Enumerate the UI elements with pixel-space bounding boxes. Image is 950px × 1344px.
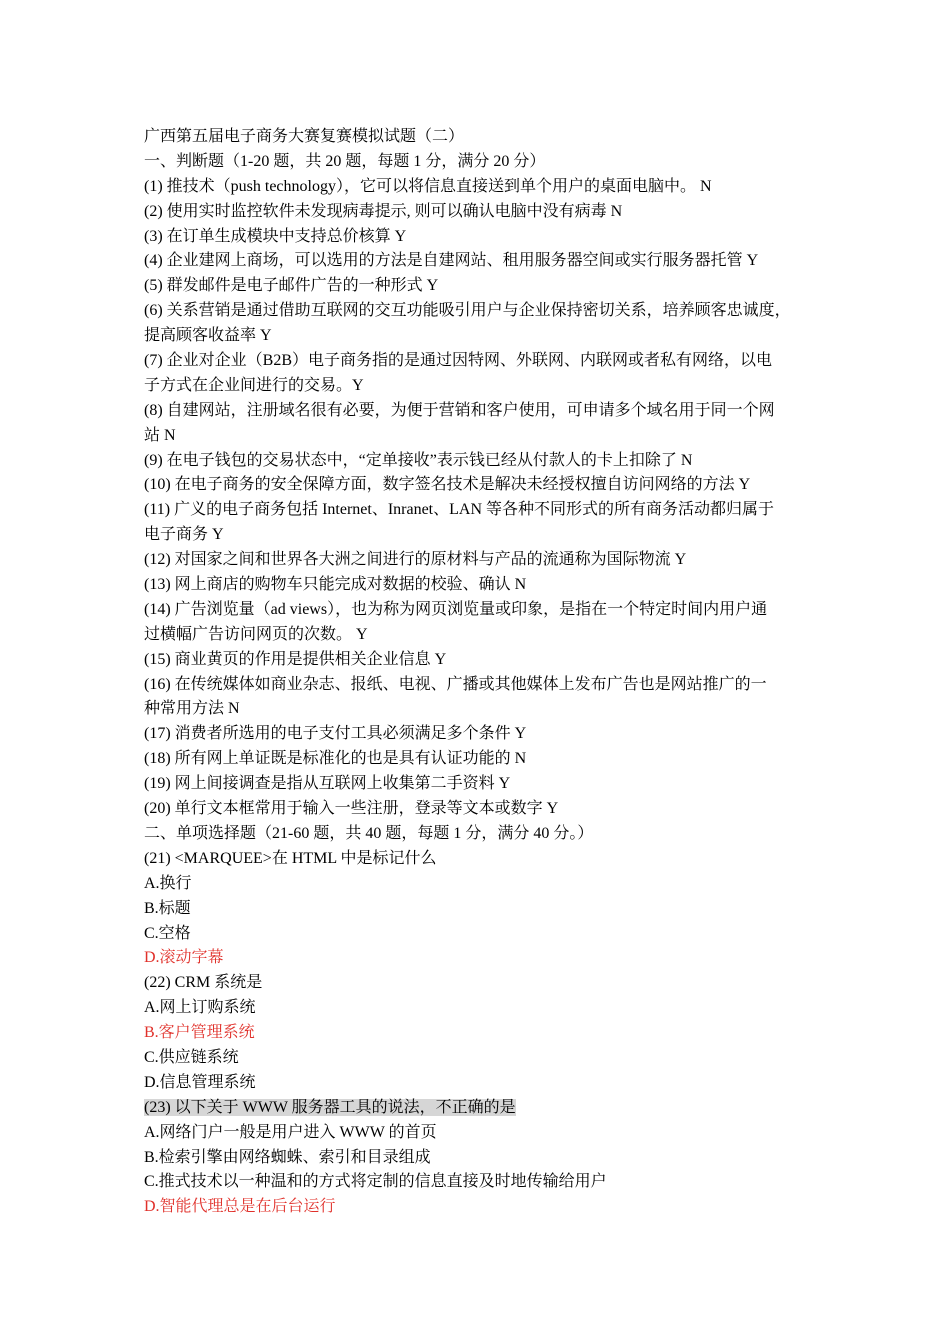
section-header-single-choice: 二、单项选择题（21-60 题，共 40 题，每题 1 分，满分 40 分。） bbox=[144, 824, 594, 842]
tf-line: (3) 在订单生成模块中支持总价核算 Y bbox=[144, 227, 407, 245]
tf-line: 电子商务 Y bbox=[144, 526, 224, 544]
tf-line: (15) 商业黄页的作用是提供相关企业信息 Y bbox=[144, 650, 447, 668]
section-header-true-false: 一、判断题（1-20 题，共 20 题，每题 1 分，满分 20 分） bbox=[144, 152, 546, 170]
tf-line: (7) 企业对企业（B2B）电子商务指的是通过因特网、外联网、内联网或者私有网络，以电 bbox=[144, 352, 773, 370]
tf-line: (4) 企业建网上商场，可以选用的方法是自建网站、租用服务器空间或实行服务器托管 Y bbox=[144, 252, 759, 270]
tf-line: (9) 在电子钱包的交易状态中，“定单接收”表示钱已经从付款人的卡上扣除了 N bbox=[144, 451, 693, 469]
option-23-b: B.检索引擎由网络蜘蛛、索引和目录组成 bbox=[144, 1148, 431, 1166]
tf-line: 过横幅广告访问网页的次数。 Y bbox=[144, 625, 368, 643]
option-23-c: C.推式技术以一种温和的方式将定制的信息直接及时地传输给用户 bbox=[144, 1173, 607, 1191]
tf-line: 站 N bbox=[144, 426, 176, 444]
tf-line: 子方式在企业间进行的交易。Y bbox=[144, 376, 364, 394]
question-22: (22) CRM 系统是 bbox=[144, 974, 263, 992]
tf-line: (18) 所有网上单证既是标准化的也是具有认证功能的 N bbox=[144, 750, 527, 768]
tf-line: (11) 广义的电子商务包括 Internet、Inranet、LAN 等各种不同形式的所有商务活动都归属于 bbox=[144, 501, 775, 519]
tf-line: (6) 关系营销是通过借助互联网的交互功能吸引用户与企业保持密切关系，培养顾客忠诚度， bbox=[144, 302, 791, 320]
option-21-c: C.空格 bbox=[144, 924, 191, 942]
tf-line: (2) 使用实时监控软件未发现病毒提示, 则可以确认电脑中没有病毒 N bbox=[144, 202, 623, 220]
document-title: 广西第五届电子商务大赛复赛模拟试题（二） bbox=[144, 128, 465, 145]
tf-line: (5) 群发邮件是电子邮件广告的一种形式 Y bbox=[144, 277, 439, 295]
tf-line: 提高顾客收益率 Y bbox=[144, 327, 272, 345]
option-22-a: A.网上订购系统 bbox=[144, 999, 256, 1017]
question-23-highlighted: (23) 以下关于 WWW 服务器工具的说法，不正确的是 bbox=[144, 1098, 516, 1116]
tf-line: (14) 广告浏览量（ad views），也为称为网页浏览量或印象，是指在一个特定时间内用户通 bbox=[144, 600, 768, 618]
tf-line: (12) 对国家之间和世界各大洲之间进行的原材料与产品的流通称为国际物流 Y bbox=[144, 551, 687, 569]
document-body bbox=[144, 125, 824, 1220]
option-22-d: D.信息管理系统 bbox=[144, 1073, 256, 1091]
option-23-d-answer: D.智能代理总是在后台运行 bbox=[144, 1198, 336, 1216]
tf-line: (13) 网上商店的购物车只能完成对数据的校验、确认 N bbox=[144, 576, 527, 594]
tf-line: (16) 在传统媒体如商业杂志、报纸、电视、广播或其他媒体上发布广告也是网站推广的一 bbox=[144, 675, 767, 693]
question-23-line bbox=[144, 1096, 824, 1121]
tf-line: (10) 在电子商务的安全保障方面，数字签名技术是解决未经授权擅自访问网络的方法 Y bbox=[144, 476, 751, 494]
option-23-a: A.网络门户一般是用户进入 WWW 的首页 bbox=[144, 1123, 437, 1141]
tf-line: (17) 消费者所选用的电子支付工具必须满足多个条件 Y bbox=[144, 725, 527, 743]
option-21-d-answer: D.滚动字幕 bbox=[144, 949, 224, 967]
tf-line: 种常用方法 N bbox=[144, 700, 240, 718]
tf-line: (1) 推技术（push technology），它可以将信息直接送到单个用户的桌面电脑中。 N bbox=[144, 177, 712, 195]
question-21: (21) <MARQUEE>在 HTML 中是标记什么 bbox=[144, 849, 437, 867]
tf-line: (20) 单行文本框常用于输入一些注册，登录等文本或数字 Y bbox=[144, 800, 559, 818]
option-22-b-answer: B.客户管理系统 bbox=[144, 1024, 255, 1042]
option-21-b: B.标题 bbox=[144, 899, 191, 917]
tf-line: (8) 自建网站，注册域名很有必要，为便于营销和客户使用，可申请多个域名用于同一个网 bbox=[144, 401, 775, 419]
tf-line: (19) 网上间接调查是指从互联网上收集第二手资料 Y bbox=[144, 775, 511, 793]
option-21-a: A.换行 bbox=[144, 874, 192, 892]
option-22-c: C.供应链系统 bbox=[144, 1048, 239, 1066]
